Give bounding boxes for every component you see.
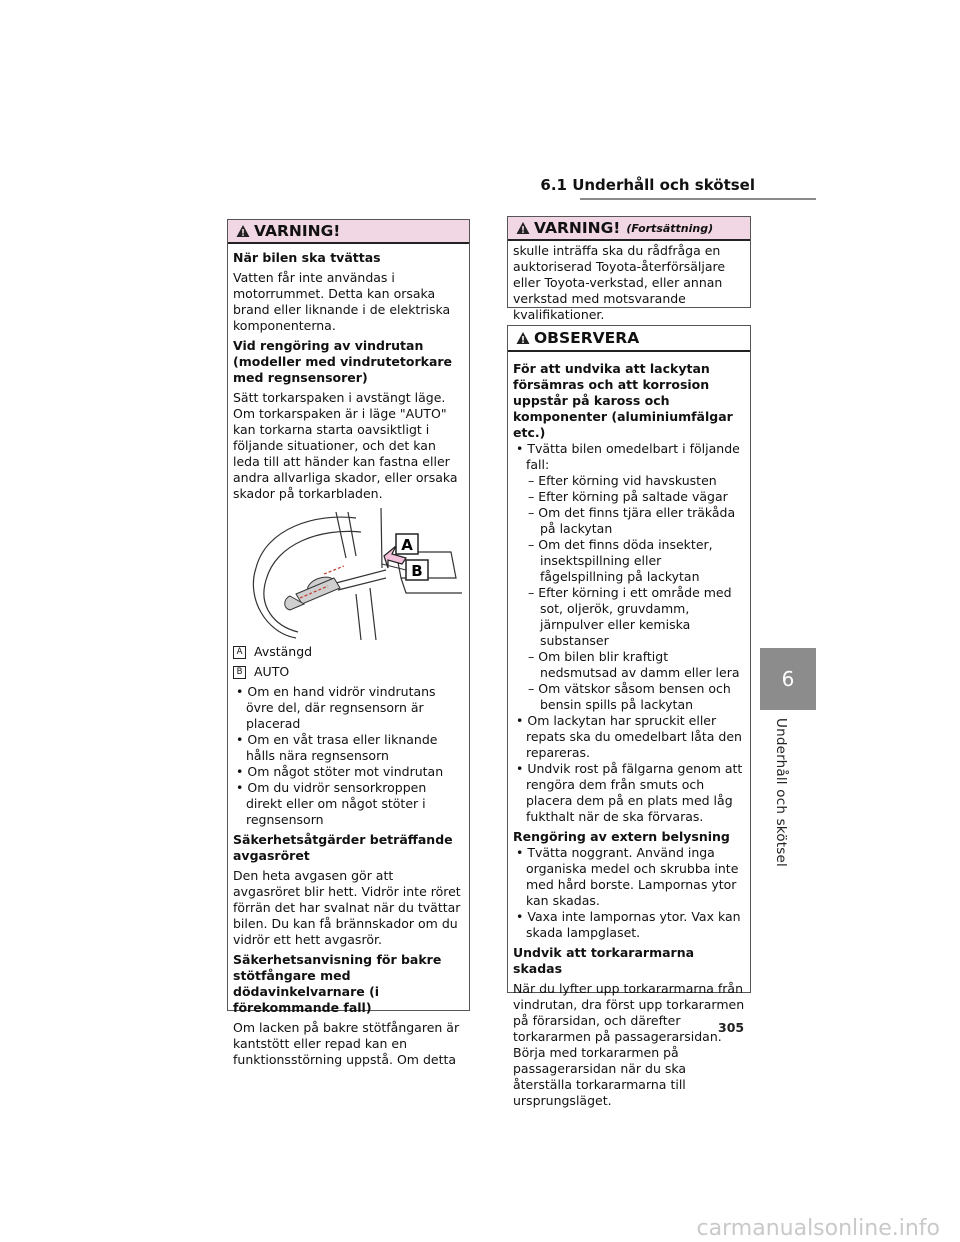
bullet-item: • Om du vidrör sensorkroppen direkt eller om något stöter i regnsensorn (236, 780, 427, 827)
warning-icon (516, 221, 530, 235)
dash-item: – Om vätskor såsom bensen och bensin spills på lackytan (528, 681, 731, 712)
legend-text-b: AUTO (254, 664, 290, 679)
bullet-item: • Om en våt trasa eller liknande hålls nära regnsensorn (236, 732, 438, 763)
warning-box (227, 219, 470, 1067)
notice-heading-paint: För att undvika att lackytan försämras och att korrosion uppstår på kaross och komponenter (aluminiumfälgar etc.) (513, 361, 733, 440)
bullet-item: • Om lackytan har spruckit eller repats ska du omedelbart låta den repareras. (516, 713, 742, 760)
warning-icon (236, 224, 250, 238)
wiper-lever-illustration (236, 508, 462, 640)
warning-heading-windshield: Vid rengöring av vindrutan (modeller med vindrutetorkare med regnsensorer) (233, 338, 453, 385)
notice-title: OBSERVERA (534, 329, 640, 347)
legend-text-a: Avstängd (254, 644, 313, 659)
warning-continued-title: VARNING! (534, 219, 621, 237)
warning-heading-exhaust: Säkerhetsåtgärder beträffande avgasröret (233, 832, 453, 863)
bullet-item: • Om en hand vidrör vindrutans övre del, där regnsensorn är placerad (236, 684, 436, 731)
warning-text-bumper: Om lacken på bakre stötfångaren är kantstött eller repad kan en funktionsstörning uppstå. Om detta (233, 1020, 460, 1067)
notice-heading-wipers: Undvik att torkararmarna skadas (513, 945, 695, 976)
figure-label-b: B (410, 562, 423, 580)
section-header: 6.1 Underhåll och skötsel (540, 176, 755, 194)
legend-key-b: B (233, 666, 246, 679)
warning-heading-bumper: Säkerhetsanvisning för bakre stötfångare med dödavinkelvarnare (i förekommande fall) (233, 952, 442, 1015)
legend-item-b (233, 664, 464, 680)
bullet-item: • Undvik rost på fälgarna genom att rengöra dem från smuts och placera dem på en plats med låg fukthalt när de ska förvaras. (516, 761, 743, 824)
warning-continued-box (507, 216, 751, 322)
legend-item-a (233, 644, 464, 660)
warning-heading-wash: När bilen ska tvättas (233, 250, 381, 265)
warning-title: VARNING! (254, 222, 341, 240)
bullet-item: • Vaxa inte lampornas ytor. Vax kan skada lampglaset. (516, 909, 741, 940)
continued-label: (Fortsättning) (626, 221, 714, 235)
dash-item: – Om det finns döda insekter, insektspillning eller fågelspillning på lackytan (528, 537, 713, 584)
warning-text-exhaust: Den heta avgasen gör att avgasröret blir hett. Vidrör inte röret förrän det har svalnat när du tvättar bilen. Du kan få brännskador om du vidrör ett hett avgasrör. (233, 868, 461, 947)
warning-text-windshield: Sätt torkarspaken i avstängt läge. Om torkarspaken är i läge "AUTO" kan torkarna starta oavsiktligt i följande situationer, och det kan leda till att händer kan fastna eller andra allvarliga skador, eller orsaka skador på torkarbladen. (233, 390, 458, 501)
dash-item: – Om det finns tjära eller träkåda på lackytan (528, 505, 736, 536)
warning-box-header (228, 220, 469, 244)
bullet-item: • Om något stöter mot vindrutan (236, 764, 444, 779)
notice-box-header (508, 326, 750, 352)
warning-text-wash: Vatten får inte användas i motorrummet. Detta kan orsaka brand eller liknande i de elektriska komponenterna. (233, 270, 451, 333)
page-number: 305 (718, 1020, 745, 1035)
dash-item: – Efter körning på saltade vägar (528, 489, 728, 504)
header-rule (580, 198, 816, 200)
chapter-title: Underhåll och skötsel (773, 718, 789, 867)
warning-continued-header (508, 217, 750, 241)
bullet-item: • Tvätta noggrant. Använd inga organiska medel och skrubba inte med hård borste. Lampornas ytor kan skadas. (516, 845, 739, 908)
label-a-marker (396, 534, 418, 554)
dash-item: – Efter körning i ett område med sot, oljerök, gruvdamm, järnpulver eller kemiska substanser (528, 585, 732, 648)
watermark-footer: carmanualsonline.info (696, 1216, 940, 1241)
dash-item: – Efter körning vid havskusten (528, 473, 717, 488)
dash-item: – Om bilen blir kraftigt nedsmutsad av damm eller lera (528, 649, 740, 680)
warning-continued-text: skulle inträffa ska du rådfråga en auktoriserad Toyota-återförsäljare eller Toyota-verkstad, eller annan verkstad med motsvarande kvalifikationer. (513, 243, 726, 322)
figure-label-a: A (400, 536, 413, 554)
legend-key-a: A (233, 646, 246, 659)
notice-icon (516, 331, 530, 345)
notice-heading-lights: Rengöring av extern belysning (513, 829, 730, 844)
label-b-marker (406, 560, 428, 580)
notice-text-wipers: När du lyfter upp torkararmarna från vindrutan, dra först upp torkararmen på förarsidan, och därefter torkararmen på passagerarsidan. Börja med torkararmen på passagerarsidan när du ska återställa torkararmarna till ursprungsläget. (513, 981, 745, 1108)
chapter-tab: 6 (760, 648, 816, 710)
bullet-item: • Tvätta bilen omedelbart i följande fall: (516, 441, 740, 472)
